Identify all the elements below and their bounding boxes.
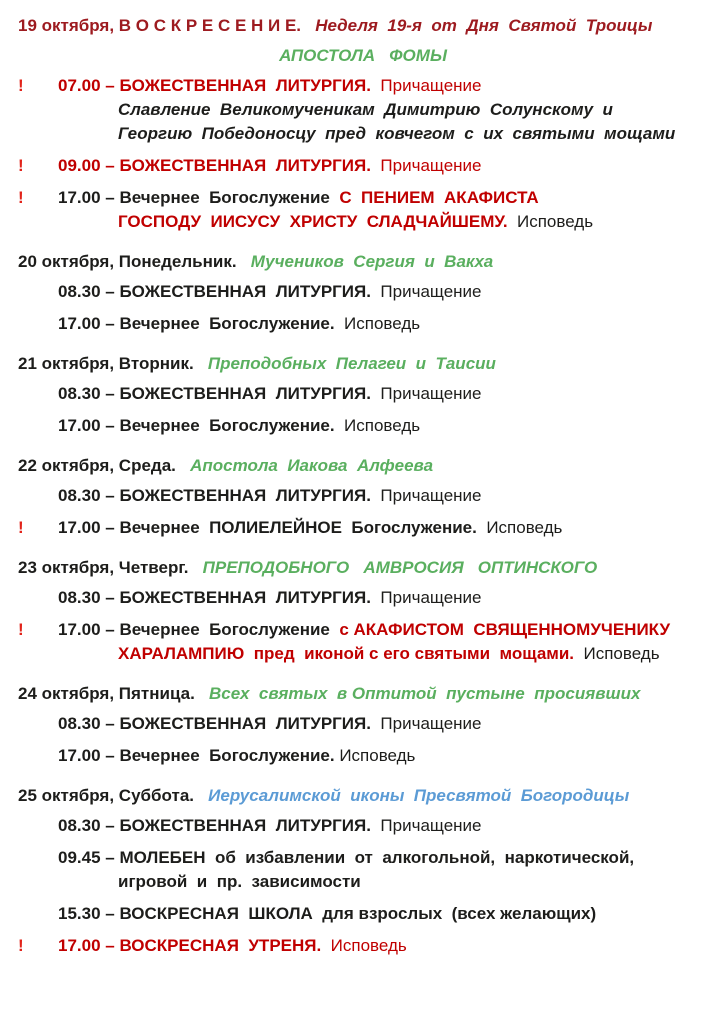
entry-line [58,74,708,98]
text-segment: Вечернее Богослужение. [119,746,335,765]
text-segment: Исповедь [507,212,594,231]
time-dash: – [100,314,120,333]
text-segment: Преподобных Пелагеи и Таисии [207,354,496,373]
entry-time: 08.30 [58,282,101,301]
entry-time: 08.30 [58,816,101,835]
schedule-entry [18,74,708,146]
schedule-entry [18,744,708,768]
schedule-entry [18,712,708,736]
text-segment: 21 октября, Вторник. [18,354,194,373]
time-dash: – [100,156,120,175]
entry-line [58,516,708,540]
entry-body [58,516,708,540]
day-block-19-october [18,14,708,234]
entry-body [58,934,708,958]
text-segment: В О С К Р Е С Е Н И Е. [118,16,302,35]
entry-body [58,586,708,610]
entry-body [58,618,708,666]
day-title [18,44,708,68]
text-segment: 20 октября, Понедельник. [18,252,237,271]
attention-marker: ! [18,76,24,95]
text-segment: АПОСТОЛА ФОМЫ [279,46,447,65]
text-segment: Причащение [370,384,482,403]
text-segment: Причащение [370,156,482,175]
entry-body [58,382,708,406]
day-block-20-october [18,250,708,336]
time-dash: – [100,816,120,835]
entry-line [58,902,708,926]
entry-body [58,902,708,926]
schedule-entry [18,186,708,234]
entry-time: 07.00 [58,76,101,95]
text-segment: 23 октября, Четверг. [18,558,189,577]
schedule-entry [18,280,708,304]
text-segment: ГОСПОДУ ИИСУСУ ХРИСТУ СЛАДЧАЙШЕМУ. [118,212,508,231]
text-segment: Исповедь [321,936,407,955]
entry-line [58,744,708,768]
entry-line [58,618,708,642]
day-title [18,14,708,38]
time-dash: – [100,518,120,537]
text-segment: ВОСКРЕСНАЯ ШКОЛА для взрослых (всех желающих) [119,904,597,923]
entry-continuation-line [118,122,708,146]
text-segment: Вечернее Богослужение [119,188,340,207]
text-segment [194,354,208,373]
entry-time: 17.00 [58,416,101,435]
day-block-24-october [18,682,708,768]
text-segment [301,16,315,35]
day-title [18,454,708,478]
day-block-25-october [18,784,708,958]
text-segment: Причащение [370,588,482,607]
entry-line [58,154,708,178]
time-dash: – [100,848,120,867]
schedule-entry [18,618,708,666]
entry-body [58,186,708,234]
schedule-entry [18,516,708,540]
entry-line [58,712,708,736]
entry-body [58,846,708,894]
text-segment: Причащение [370,816,482,835]
entry-time: 08.30 [58,486,101,505]
text-segment: Исповедь [574,644,660,663]
day-title [18,784,708,808]
time-dash: – [100,714,120,733]
entry-line [58,846,708,870]
day-block-23-october [18,556,708,666]
time-dash: – [100,588,120,607]
entry-time: 08.30 [58,714,101,733]
entry-line [58,586,708,610]
schedule-entry [18,484,708,508]
text-segment: ВОСКРЕСНАЯ УТРЕНЯ. [119,936,322,955]
text-segment [176,456,190,475]
text-segment: 22 октября, Среда. [18,456,176,475]
entry-line [58,382,708,406]
entry-body [58,154,708,178]
text-segment: БОЖЕСТВЕННАЯ ЛИТУРГИЯ. [119,384,371,403]
text-segment [195,684,209,703]
text-segment: Апостола Иакова Алфеева [190,456,434,475]
entry-body [58,280,708,304]
text-segment: Причащение [370,282,482,301]
text-segment: Причащение [370,486,482,505]
entry-body [58,814,708,838]
text-segment: с АКАФИСТОМ СВЯЩЕННОМУЧЕНИКУ [339,620,671,639]
text-segment [188,558,202,577]
entry-body [58,712,708,736]
schedule-entry [18,902,708,926]
text-segment: БОЖЕСТВЕННАЯ ЛИТУРГИЯ. [119,76,371,95]
entry-time: 09.45 [58,848,101,867]
text-segment: Исповедь [334,746,416,765]
entry-body [58,414,708,438]
text-segment: 24 октября, Пятница. [18,684,195,703]
day-block-22-october [18,454,708,540]
entry-continuation-line [118,642,708,666]
entry-continuation-line [118,98,708,122]
text-segment: БОЖЕСТВЕННАЯ ЛИТУРГИЯ. [119,282,371,301]
entry-line [58,414,708,438]
day-title [18,556,708,580]
entry-time: 17.00 [58,188,101,207]
time-dash: – [100,282,120,301]
entry-time: 17.00 [58,746,101,765]
text-segment: Исповедь [334,416,421,435]
time-dash: – [100,904,120,923]
text-segment: Вечернее Богослужение. [119,416,335,435]
text-segment: Георгию Победоносцу пред ковчегом с их святыми мощами [118,124,676,143]
entry-line [58,934,708,958]
entry-line [58,186,708,210]
entry-time: 17.00 [58,314,101,333]
attention-marker: ! [18,936,24,955]
text-segment: 25 октября, Суббота. [18,786,194,805]
text-segment: Вечернее Богослужение. [119,314,335,333]
entry-time: 17.00 [58,620,101,639]
text-segment: С ПЕНИЕМ АКАФИСТА [339,188,539,207]
schedule-entry [18,414,708,438]
schedule-entry [18,934,708,958]
text-segment: БОЖЕСТВЕННАЯ ЛИТУРГИЯ. [119,714,371,733]
attention-marker: ! [18,156,24,175]
text-segment: БОЖЕСТВЕННАЯ ЛИТУРГИЯ. [119,156,371,175]
text-segment: Неделя 19-я от Дня Святой Троицы [315,16,653,35]
time-dash: – [100,76,120,95]
entry-time: 17.00 [58,936,101,955]
time-dash: – [100,620,120,639]
entry-line [58,484,708,508]
entry-continuation-line [118,210,708,234]
entry-time: 17.00 [58,518,101,537]
entry-time: 15.30 [58,904,101,923]
text-segment: Славление Великомученикам Димитрию Солунскому и [118,100,613,119]
text-segment: Вечернее ПОЛИЕЛЕЙНОЕ Богослужение. [119,518,477,537]
time-dash: – [100,416,120,435]
text-segment: Вечернее Богослужение [119,620,340,639]
day-title [18,682,708,706]
text-segment: Мучеников Сергия и Вакха [250,252,494,271]
attention-marker: ! [18,620,24,639]
time-dash: – [100,486,120,505]
entry-line [58,280,708,304]
text-segment: БОЖЕСТВЕННАЯ ЛИТУРГИЯ. [119,486,371,505]
day-title [18,250,708,274]
text-segment: БОЖЕСТВЕННАЯ ЛИТУРГИЯ. [119,588,371,607]
day-title [18,352,708,376]
attention-marker: ! [18,188,24,207]
entry-line [58,814,708,838]
text-segment: Иерусалимской иконы Пресвятой Богородицы [208,786,630,805]
entry-time: 08.30 [58,588,101,607]
schedule-entry [18,586,708,610]
schedule-entry [18,382,708,406]
text-segment: БОЖЕСТВЕННАЯ ЛИТУРГИЯ. [119,816,371,835]
text-segment: Причащение [370,76,482,95]
text-segment: Всех святых в Оптитой пустыне просиявших [209,684,641,703]
entry-body [58,744,708,768]
text-segment [194,786,208,805]
text-segment: МОЛЕБЕН об избавлении от алкогольной, наркотической, [119,848,635,867]
entry-body [58,312,708,336]
time-dash: – [100,188,120,207]
attention-marker: ! [18,518,24,537]
schedule-entry [18,154,708,178]
schedule-entry [18,814,708,838]
schedule-entry [18,846,708,894]
entry-body [58,484,708,508]
entry-time: 09.00 [58,156,101,175]
text-segment: Исповедь [476,518,563,537]
entry-line [58,312,708,336]
schedule-entry [18,312,708,336]
text-segment: игровой и пр. зависимости [118,872,361,891]
time-dash: – [100,936,120,955]
entry-time: 08.30 [58,384,101,403]
text-segment: ХАРАЛАМПИЮ пред иконой с его святыми мощами. [118,644,575,663]
time-dash: – [100,384,120,403]
entry-body [58,74,708,146]
time-dash: – [100,746,120,765]
text-segment: Исповедь [334,314,421,333]
text-segment: ПРЕПОДОБНОГО АМВРОСИЯ ОПТИНСКОГО [202,558,598,577]
text-segment: 19 октября, [18,16,119,35]
day-block-21-october [18,352,708,438]
entry-continuation-line [118,870,708,894]
text-segment: Причащение [370,714,482,733]
text-segment [237,252,251,271]
